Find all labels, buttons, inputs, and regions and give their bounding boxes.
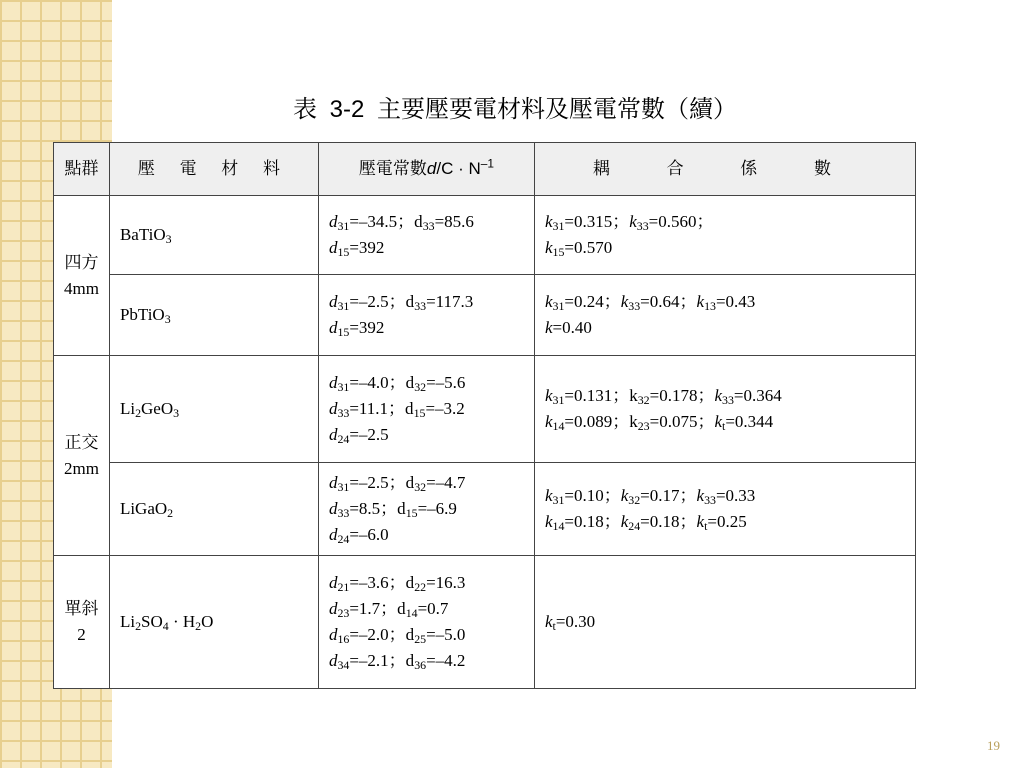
text-run: =–2.5；d	[349, 292, 415, 311]
text-run: =0.7	[417, 599, 449, 618]
title-prefix: 表	[292, 96, 317, 123]
text-run: d	[328, 373, 338, 392]
subscript: 2	[135, 405, 142, 420]
text-run: k	[696, 486, 705, 505]
subscript: t	[552, 618, 556, 633]
text-run: =0.075；	[649, 412, 715, 431]
subscript: 16	[337, 631, 350, 646]
piezo-line	[329, 235, 524, 261]
text-run: d	[328, 573, 338, 592]
piezo-line	[329, 622, 524, 648]
text-run: d	[328, 212, 338, 231]
table-header-row	[54, 143, 916, 196]
group-symbol: 2mm	[64, 458, 99, 478]
text-run: =–2.0；d	[349, 625, 415, 644]
group-cell-monoclinic	[54, 556, 110, 689]
subscript: 32	[628, 492, 641, 507]
text-run: =–4.2	[426, 651, 466, 670]
subscript: 31	[552, 492, 565, 507]
text-run: =0.560；	[648, 212, 714, 231]
material-cell	[109, 196, 318, 275]
text-run: k	[544, 212, 553, 231]
subscript: 22	[414, 579, 427, 594]
subscript: 15	[413, 405, 426, 420]
coupling-line	[545, 409, 905, 435]
text-run: =1.7；d	[349, 599, 406, 618]
group-name: 四方	[64, 252, 99, 272]
text-run: d	[328, 651, 338, 670]
subscript: 31	[552, 218, 565, 233]
subscript: 14	[552, 518, 565, 533]
piezo-constant-cell	[318, 556, 534, 689]
title-text: 主要壓要電材料及壓電常數（續）	[377, 96, 738, 123]
text-run: =0.25	[707, 512, 747, 531]
text-run: k	[620, 292, 629, 311]
title-number: 3-2	[329, 96, 365, 123]
text-run: =11.1；d	[349, 399, 414, 418]
piezo-line	[329, 522, 524, 548]
text-run: k	[620, 486, 629, 505]
text-run: =0.64；	[640, 292, 697, 311]
subscript: 4	[162, 618, 169, 633]
subscript: 34	[337, 657, 350, 672]
piezo-line	[329, 470, 524, 496]
piezo-constant-cell	[318, 196, 534, 275]
subscript: 14	[405, 605, 418, 620]
table-row	[54, 556, 916, 689]
subscript: 31	[337, 298, 350, 313]
text-run: =0.10；	[564, 486, 621, 505]
text-run: =–4.7	[426, 473, 466, 492]
text-run: =–4.0；d	[349, 373, 415, 392]
text-run: =–3.6；d	[349, 573, 415, 592]
text-run: =0.315；	[564, 212, 630, 231]
subscript: 32	[414, 379, 427, 394]
text-run: k	[620, 512, 629, 531]
subscript: 14	[552, 418, 565, 433]
text-run: k	[544, 386, 553, 405]
text-run: d	[328, 238, 338, 257]
coupling-cell	[534, 463, 915, 556]
text-run: k	[696, 292, 705, 311]
group-symbol: 2	[77, 625, 86, 644]
header-piezo-unit: /C · N	[436, 159, 481, 178]
subscript: 24	[337, 531, 350, 546]
piezo-line	[329, 570, 524, 596]
text-run: =16.3	[426, 573, 466, 592]
text-run: k	[544, 412, 553, 431]
piezo-line	[329, 422, 524, 448]
group-name: 單斜	[64, 599, 99, 618]
text-run: =85.6	[434, 212, 474, 231]
subscript: 33	[704, 492, 716, 507]
text-run: k	[714, 412, 723, 431]
subscript: 24	[337, 431, 350, 446]
text-run: d	[328, 425, 338, 444]
text-run: Li	[119, 399, 136, 418]
text-run: k	[544, 612, 553, 631]
header-point-group: 點群	[54, 143, 110, 196]
subscript: 33	[628, 298, 641, 313]
text-run: =–3.2	[425, 399, 465, 418]
text-run: =–6.9	[417, 499, 457, 518]
text-run: d	[328, 599, 338, 618]
subscript: 13	[704, 298, 716, 313]
text-run: =0.344	[725, 412, 774, 431]
material-cell	[109, 556, 318, 689]
piezo-line	[329, 496, 524, 522]
text-run: LiGaO	[119, 499, 168, 518]
piezo-table	[53, 142, 916, 689]
text-run: =0.18；	[640, 512, 697, 531]
text-run: d	[328, 473, 338, 492]
subscript: 24	[628, 518, 641, 533]
piezo-constant-cell	[318, 463, 534, 556]
material-cell	[109, 356, 318, 463]
coupling-line	[545, 315, 905, 341]
text-run: O	[201, 612, 214, 631]
coupling-cell	[534, 556, 915, 689]
header-material	[109, 143, 318, 196]
text-run: =0.178；	[649, 386, 715, 405]
subscript: 31	[337, 218, 350, 233]
subscript: 33	[636, 218, 649, 233]
group-symbol: 4mm	[64, 278, 99, 298]
text-run: =0.089；k	[564, 412, 638, 431]
subscript: 31	[552, 298, 565, 313]
coupling-cell	[534, 275, 915, 356]
text-run: =–2.5；d	[349, 473, 415, 492]
material-cell	[109, 463, 318, 556]
text-run: d	[328, 499, 338, 518]
piezo-line	[329, 648, 524, 674]
subscript: 25	[414, 631, 427, 646]
text-run: =0.40	[552, 318, 592, 337]
subscript: 3	[165, 231, 172, 246]
subscript: 3	[173, 405, 180, 420]
header-coupling	[534, 143, 915, 196]
subscript: 3	[164, 311, 171, 326]
text-run: =–34.5；d	[349, 212, 423, 231]
text-run: =0.30	[555, 612, 596, 631]
text-run: =392	[349, 318, 385, 337]
text-run: =0.570	[564, 238, 613, 257]
text-run: =117.3	[426, 292, 474, 311]
material-cell	[109, 275, 318, 356]
coupling-cell	[534, 356, 915, 463]
text-run: d	[328, 525, 338, 544]
table-row	[54, 463, 916, 556]
header-piezo-label: 壓電常數	[358, 159, 427, 178]
coupling-line	[545, 509, 905, 535]
text-run: k	[544, 292, 553, 311]
piezo-line	[329, 370, 524, 396]
text-run: k	[544, 486, 553, 505]
text-run: =0.17；	[640, 486, 697, 505]
subscript: 15	[337, 324, 350, 339]
page-number: 19	[987, 738, 1000, 753]
text-run: · H	[168, 612, 196, 631]
group-cell-tetragonal	[54, 196, 110, 356]
subscript: 31	[337, 379, 350, 394]
text-run: =8.5；d	[349, 499, 406, 518]
table-row	[54, 196, 916, 275]
subscript: 33	[414, 298, 427, 313]
piezo-constant-cell	[318, 356, 534, 463]
text-run: k	[696, 512, 705, 531]
piezo-line	[329, 209, 524, 235]
text-run: d	[328, 318, 338, 337]
coupling-cell	[534, 196, 915, 275]
header-piezo-constant: 壓電常數$d/C \cdot N^{-1}$	[318, 143, 534, 196]
text-run: =0.43	[715, 292, 756, 311]
text-run: =–2.5	[349, 425, 389, 444]
subscript: 15	[405, 505, 418, 520]
text-run: =–5.0	[426, 625, 466, 644]
subscript: 32	[414, 479, 427, 494]
coupling-line	[545, 209, 905, 235]
text-run: SO	[141, 612, 163, 631]
header-material-label: 壓 電 材 料	[137, 159, 291, 178]
text-run: =–6.0	[349, 525, 389, 544]
text-run: d	[328, 292, 338, 311]
group-name: 正交	[64, 432, 99, 452]
coupling-line	[545, 383, 905, 409]
subscript: 15	[552, 244, 565, 259]
text-run: =–5.6	[426, 373, 466, 392]
text-run: =0.24；	[564, 292, 621, 311]
subscript: 33	[422, 218, 435, 233]
text-run: =0.364	[733, 386, 782, 405]
text-run: GeO	[141, 399, 174, 418]
piezo-line	[329, 289, 524, 315]
subscript: 33	[337, 505, 350, 520]
table-row	[54, 275, 916, 356]
header-coupling-label: 耦 合 係 數	[592, 159, 858, 178]
text-run: k	[544, 512, 553, 531]
piezo-line	[329, 315, 524, 341]
subscript: 33	[722, 392, 734, 407]
text-run: =0.33	[715, 486, 756, 505]
subscript: 2	[135, 618, 142, 633]
text-run: Li	[119, 612, 136, 631]
text-run: =0.131；k	[564, 386, 638, 405]
text-run: =–2.1；d	[349, 651, 415, 670]
text-run: BaTiO	[119, 225, 166, 244]
piezo-constant-cell	[318, 275, 534, 356]
subscript: 36	[414, 657, 427, 672]
coupling-line	[545, 483, 905, 509]
text-run: d	[328, 625, 338, 644]
text-run: PbTiO	[119, 305, 165, 324]
text-run: =0.18；	[564, 512, 621, 531]
subscript: 23	[337, 605, 350, 620]
coupling-line	[545, 289, 905, 315]
subscript: 23	[637, 418, 650, 433]
coupling-line	[545, 235, 905, 261]
subscript: t	[704, 518, 708, 533]
text-run: d	[328, 399, 338, 418]
piezo-line	[329, 596, 524, 622]
text-run: =392	[349, 238, 385, 257]
table-row	[54, 356, 916, 463]
subscript: 2	[167, 505, 174, 520]
subscript: 2	[195, 618, 202, 633]
text-run: k	[544, 318, 553, 337]
coupling-line	[545, 609, 905, 635]
subscript: 33	[337, 405, 350, 420]
subscript: 15	[337, 244, 350, 259]
page-title	[0, 92, 1024, 128]
subscript: 31	[552, 392, 565, 407]
group-cell-orthorhombic	[54, 356, 110, 556]
text-run: k	[714, 386, 723, 405]
subscript: 31	[337, 479, 350, 494]
text-run: k	[544, 238, 553, 257]
subscript: 21	[337, 579, 350, 594]
piezo-line	[329, 396, 524, 422]
subscript: 32	[637, 392, 650, 407]
text-run: k	[629, 212, 637, 231]
subscript: t	[722, 418, 726, 433]
